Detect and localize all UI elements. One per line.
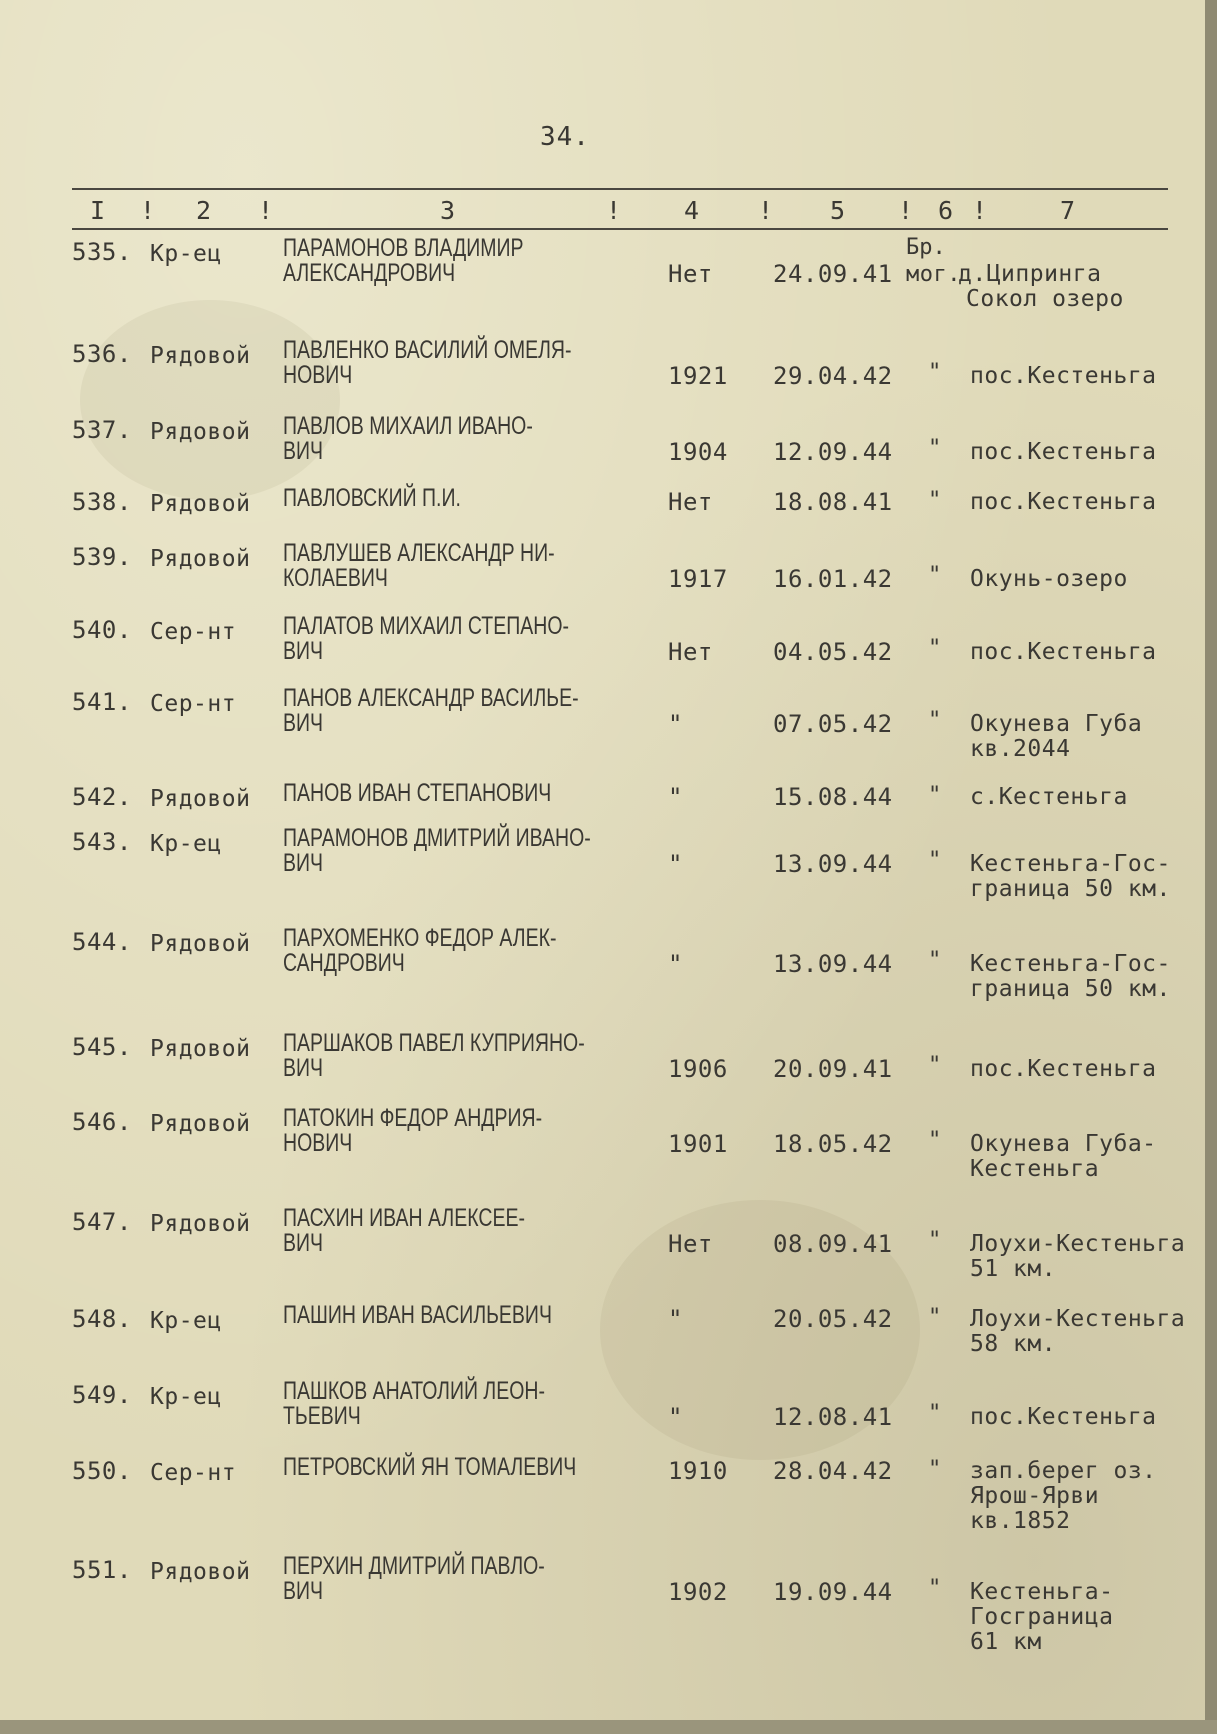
- military-rank: Рядовой: [150, 1036, 251, 1062]
- column-header-1: I: [90, 196, 106, 225]
- birth-year: ": [668, 950, 683, 978]
- death-date: 12.08.41: [773, 1403, 893, 1431]
- birth-year: ": [668, 1403, 683, 1431]
- full-name: [283, 541, 555, 591]
- record-number: 549.: [72, 1381, 132, 1409]
- record-number: 550.: [72, 1457, 132, 1485]
- record-number: 542.: [72, 783, 132, 811]
- record-number: 544.: [72, 928, 132, 956]
- burial-place: [970, 1132, 1157, 1182]
- name-line: ПАРХОМЕНКО ФЕДОР АЛЕК-: [283, 924, 557, 952]
- name-line: ТЬЕВИЧ: [283, 1402, 361, 1430]
- column-header-6: 6: [938, 196, 954, 225]
- name-line: ПАВЛОВ МИХАИЛ ИВАНО-: [283, 412, 533, 440]
- burial-place: [970, 1057, 1157, 1082]
- military-rank: Кр-ец: [150, 241, 222, 267]
- name-line: ВИЧ: [283, 709, 324, 737]
- place-line: Лоухи-Кестеньга: [970, 1306, 1186, 1332]
- full-name: [283, 926, 556, 976]
- name-line: ПАВЛУШЕВ АЛЕКСАНДР НИ-: [283, 539, 555, 567]
- military-rank: Рядовой: [150, 786, 251, 812]
- name-line: НОВИЧ: [283, 1129, 353, 1157]
- name-line: ПАШИН ИВАН ВАСИЛЬЕВИЧ: [283, 1301, 552, 1329]
- burial-type: ": [928, 360, 942, 385]
- column-header-5: 5: [830, 196, 846, 225]
- birth-year: 1906: [668, 1055, 728, 1083]
- full-name: [283, 486, 461, 511]
- place-line: пос.Кестеньга: [970, 363, 1157, 389]
- death-date: 28.04.42: [773, 1457, 893, 1485]
- military-rank: Рядовой: [150, 1211, 251, 1237]
- name-line: НОВИЧ: [283, 361, 353, 389]
- place-line: зап.берег оз.: [970, 1458, 1157, 1484]
- military-rank: Рядовой: [150, 491, 251, 517]
- name-line: САНДРОВИЧ: [283, 949, 405, 977]
- column-header-3: 3: [440, 196, 456, 225]
- record-number: 546.: [72, 1108, 132, 1136]
- full-name: [283, 1455, 576, 1480]
- death-date: 18.05.42: [773, 1130, 893, 1158]
- place-line: пос.Кестеньга: [970, 439, 1157, 465]
- birth-year: Нет: [668, 638, 713, 666]
- place-line: 51 км.: [970, 1256, 1057, 1282]
- military-rank: Кр-ец: [150, 1308, 222, 1334]
- death-date: 20.09.41: [773, 1055, 893, 1083]
- column-separator: !: [606, 196, 622, 225]
- burial-type: ": [928, 436, 942, 461]
- military-rank: Сер-нт: [150, 1460, 237, 1486]
- record-number: 548.: [72, 1305, 132, 1333]
- name-line: КОЛАЕВИЧ: [283, 564, 388, 592]
- full-name: [283, 338, 572, 388]
- death-date: 16.01.42: [773, 565, 893, 593]
- place-line: пос.Кестеньга: [970, 1404, 1157, 1430]
- column-separator: !: [140, 196, 156, 225]
- burial-place: [970, 1307, 1185, 1357]
- record-number: 536.: [72, 340, 132, 368]
- column-header-4: 4: [684, 196, 700, 225]
- place-line: д.Ципринга: [958, 261, 1102, 287]
- burial-type: ": [928, 1228, 942, 1253]
- military-rank: Сер-нт: [150, 691, 237, 717]
- column-header-7: 7: [1060, 196, 1076, 225]
- burial-place: [970, 952, 1171, 1002]
- death-date: 13.09.44: [773, 950, 893, 978]
- place-line: Окунь-озеро: [970, 566, 1128, 592]
- place-line: кв.2044: [970, 736, 1071, 762]
- place-line: Кестеньга: [970, 1156, 1100, 1182]
- full-name: [283, 781, 551, 806]
- record-number: 545.: [72, 1033, 132, 1061]
- death-date: 24.09.41: [773, 260, 893, 288]
- military-rank: Кр-ец: [150, 1384, 222, 1410]
- death-date: 12.09.44: [773, 438, 893, 466]
- death-date: 19.09.44: [773, 1578, 893, 1606]
- full-name: [283, 414, 533, 464]
- place-line: 58 км.: [970, 1331, 1057, 1357]
- death-date: 04.05.42: [773, 638, 893, 666]
- place-line: Кестеньга-: [970, 1579, 1114, 1605]
- place-line: граница 50 км.: [970, 976, 1171, 1002]
- military-rank: Рядовой: [150, 419, 251, 445]
- birth-year: Нет: [668, 1230, 713, 1258]
- burial-place: [970, 490, 1157, 515]
- birth-year: ": [668, 710, 683, 738]
- record-number: 543.: [72, 828, 132, 856]
- name-line: ВИЧ: [283, 637, 324, 665]
- place-line: пос.Кестеньга: [970, 489, 1157, 515]
- military-rank: Рядовой: [150, 1111, 251, 1137]
- name-line: ПАРАМОНОВ ВЛАДИМИР: [283, 234, 524, 262]
- birth-year: 1904: [668, 438, 728, 466]
- birth-year: 1910: [668, 1457, 728, 1485]
- death-date: 29.04.42: [773, 362, 893, 390]
- name-line: ПЕТРОВСКИЙ ЯН ТОМАЛЕВИЧ: [283, 1453, 577, 1481]
- place-line: граница 50 км.: [970, 876, 1171, 902]
- place-line: кв.1852: [970, 1508, 1071, 1534]
- name-line: ВИЧ: [283, 1577, 324, 1605]
- name-line: ПАШКОВ АНАТОЛИЙ ЛЕОН-: [283, 1377, 545, 1405]
- column-separator: !: [758, 196, 774, 225]
- birth-year: 1902: [668, 1578, 728, 1606]
- burial-type: ": [928, 636, 942, 661]
- death-date: 13.09.44: [773, 850, 893, 878]
- burial-type: ": [928, 1128, 942, 1153]
- name-line: ПАЛАТОВ МИХАИЛ СТЕПАНО-: [283, 612, 569, 640]
- burial-place: [970, 712, 1142, 762]
- burial-place: [970, 852, 1171, 902]
- column-separator: !: [898, 196, 914, 225]
- burial-type: ": [928, 1576, 942, 1601]
- name-line: ПАТОКИН ФЕДОР АНДРИЯ-: [283, 1104, 543, 1132]
- burial-type: ": [928, 848, 942, 873]
- paper-stain: [80, 300, 340, 500]
- full-name: [283, 1206, 525, 1256]
- birth-year: ": [668, 783, 683, 811]
- military-rank: Рядовой: [150, 1559, 251, 1585]
- birth-year: 1901: [668, 1130, 728, 1158]
- burial-place: [970, 1580, 1113, 1655]
- military-rank: Рядовой: [150, 931, 251, 957]
- death-date: 07.05.42: [773, 710, 893, 738]
- record-number: 535.: [72, 238, 132, 266]
- record-number: 538.: [72, 488, 132, 516]
- name-line: ВИЧ: [283, 1054, 324, 1082]
- name-line: ВИЧ: [283, 849, 324, 877]
- page-edge-right: [1205, 0, 1217, 1734]
- full-name: [283, 1031, 585, 1081]
- place-line: Ярош-Ярви: [970, 1483, 1100, 1509]
- burial-type: ": [928, 563, 942, 588]
- burial-place: [970, 1459, 1157, 1534]
- burial-place: [958, 262, 1124, 312]
- burial-type: ": [928, 948, 942, 973]
- record-number: 541.: [72, 688, 132, 716]
- birth-year: 1921: [668, 362, 728, 390]
- place-line: Кестеньга-Гос-: [970, 951, 1171, 977]
- full-name: [283, 686, 579, 736]
- burial-place: [970, 440, 1157, 465]
- full-name: [283, 1106, 542, 1156]
- column-header-2: 2: [196, 196, 212, 225]
- military-rank: Рядовой: [150, 343, 251, 369]
- place-line: Лоухи-Кестеньга: [970, 1231, 1186, 1257]
- place-line: Окунева Губа-: [970, 1131, 1157, 1157]
- death-date: 15.08.44: [773, 783, 893, 811]
- page-number: 34.: [540, 122, 590, 152]
- column-separator: !: [972, 196, 988, 225]
- name-line: ПЕРХИН ДМИТРИЙ ПАВЛО-: [283, 1552, 545, 1580]
- place-line: Окунева Губа: [970, 711, 1143, 737]
- burial-type: мог.: [906, 262, 961, 287]
- name-line: АЛЕКСАНДРОВИЧ: [283, 259, 456, 287]
- place-line: Кестеньга-Гос-: [970, 851, 1171, 877]
- full-name: [283, 1303, 552, 1328]
- place-line: пос.Кестеньга: [970, 1056, 1157, 1082]
- record-number: 540.: [72, 616, 132, 644]
- place-line: 61 км: [970, 1629, 1042, 1655]
- burial-type: ": [928, 708, 942, 733]
- birth-year: ": [668, 850, 683, 878]
- column-separator: !: [258, 196, 274, 225]
- military-rank: Рядовой: [150, 546, 251, 572]
- burial-place: [970, 364, 1157, 389]
- birth-year: Нет: [668, 488, 713, 516]
- record-number: 547.: [72, 1208, 132, 1236]
- burial-type: ": [928, 783, 942, 808]
- military-rank: Сер-нт: [150, 619, 237, 645]
- burial-place: [970, 1232, 1185, 1282]
- name-line: ПАВЛЕНКО ВАСИЛИЙ ОМЕЛЯ-: [283, 336, 572, 364]
- full-name: [283, 1554, 545, 1604]
- name-line: ПАСХИН ИВАН АЛЕКСЕЕ-: [283, 1204, 525, 1232]
- burial-type: ": [928, 1053, 942, 1078]
- record-number: 539.: [72, 543, 132, 571]
- full-name: [283, 826, 591, 876]
- record-number: 551.: [72, 1556, 132, 1584]
- birth-year: 1917: [668, 565, 728, 593]
- full-name: [283, 614, 569, 664]
- name-line: ПАРШАКОВ ПАВЕЛ КУПРИЯНО-: [283, 1029, 585, 1057]
- name-line: ПАНОВ ИВАН СТЕПАНОВИЧ: [283, 779, 552, 807]
- birth-year: ": [668, 1305, 683, 1333]
- burial-type: ": [928, 1305, 942, 1330]
- burial-place: [970, 567, 1128, 592]
- military-rank: Кр-ец: [150, 831, 222, 857]
- full-name: [283, 1379, 545, 1429]
- burial-place: [970, 785, 1128, 810]
- birth-year: Нет: [668, 260, 713, 288]
- header-rule-top: [72, 188, 1168, 190]
- place-line: Сокол озеро: [966, 286, 1124, 312]
- name-line: ВИЧ: [283, 437, 324, 465]
- page-edge-bottom: [0, 1720, 1217, 1734]
- name-line: ПАНОВ АЛЕКСАНДР ВАСИЛЬЕ-: [283, 684, 579, 712]
- name-line: ВИЧ: [283, 1229, 324, 1257]
- burial-type: ": [928, 1457, 942, 1482]
- burial-place: [970, 1405, 1157, 1430]
- full-name: [283, 236, 524, 286]
- burial-place: [970, 640, 1157, 665]
- death-date: 08.09.41: [773, 1230, 893, 1258]
- header-rule-bottom: [72, 228, 1168, 230]
- record-number: 537.: [72, 416, 132, 444]
- death-date: 18.08.41: [773, 488, 893, 516]
- place-line: пос.Кестеньга: [970, 639, 1157, 665]
- burial-type-label: Бр.: [906, 235, 946, 260]
- place-line: Госграница: [970, 1604, 1114, 1630]
- name-line: ПАВЛОВСКИЙ П.И.: [283, 484, 461, 512]
- death-date: 20.05.42: [773, 1305, 893, 1333]
- place-line: с.Кестеньга: [970, 784, 1128, 810]
- name-line: ПАРАМОНОВ ДМИТРИЙ ИВАНО-: [283, 824, 591, 852]
- burial-type: ": [928, 1401, 942, 1426]
- burial-type: ": [928, 488, 942, 513]
